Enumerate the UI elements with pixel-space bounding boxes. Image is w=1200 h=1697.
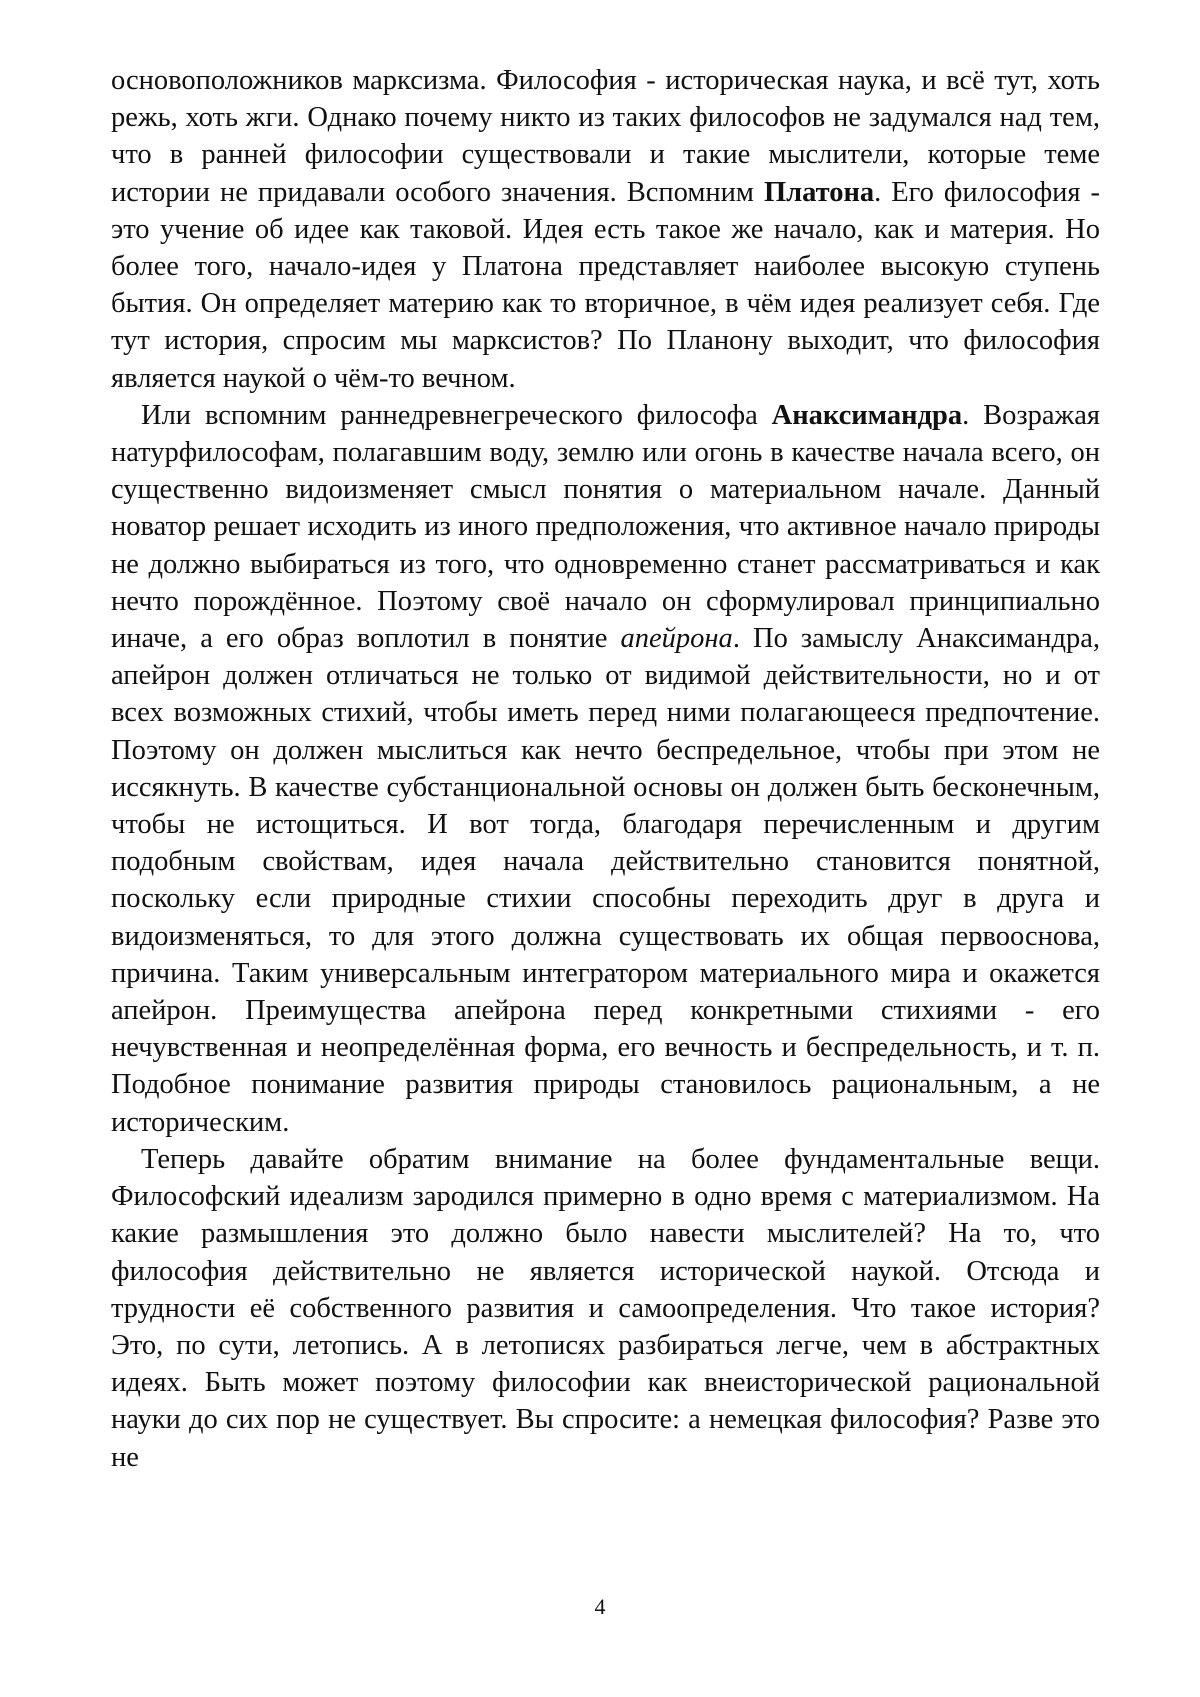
body-text <box>111 62 1100 1476</box>
p1-seg-2: . Его философия - это учение об идее как таковой. Идея есть такое же начало, как и материя. Но более того, начало-идея у Платона представляет наиболее высокую ступень бытия. Он определяет материю как то вторичное, в чём идея реализует себя. Где тут история, спросим мы марксистов? По Планону выходит, что философия является наукой о чём-то вечном. <box>111 176 1100 394</box>
p2-seg-4: . По замыслу Анаксимандра, апейрон должен отличаться не только от видимой действительности, но и от всех возможных стихий, чтобы иметь перед ними полагающееся предпочтение. Поэтому он должен мыслиться как нечто беспредельное, чтобы при этом не иссякнуть. В качестве субстанциональной основы он должен быть бесконечным, чтобы не истощиться. И вот тогда, благодаря перечисленным и другим подобным свойствам, идея начала действительно становится понятной, поскольку если природные стихии способны переходить друг в друга и видоизменяться, то для этого должна существовать их общая первооснова, причина. Таким универсальным интегратором материального мира и окажется апейрон. Преимущества апейрона перед конкретными стихиями - его нечувственная и неопределённая форма, его вечность и беспредельность, и т. п. Подобное понимание развития природы становилось рациональным, а не историческим. <box>111 623 1100 1138</box>
paragraph-1 <box>111 62 1100 397</box>
paragraph-2 <box>111 397 1100 1141</box>
p2-bold-anaximander: Анаксимандра <box>771 399 963 431</box>
page-number: 4 <box>594 1594 606 1619</box>
p2-seg-2: . Возражая натурфилософам, полагавшим воду, землю или огонь в качестве начала всего, он существенно видоизменяет смысл понятия о материальном начале. Данный новатор решает исходить из иного предположения, что активное начало природы не должно выбираться из того, что одновременно станет рассматриваться и как нечто порождённое. Поэтому своё начало он сформулировал принципиально иначе, а его образ воплотил в понятие <box>111 399 1100 655</box>
p3-seg-0: Теперь давайте обратим внимание на более фундаментальные вещи. Философский идеализм зародился примерно в одно время с материализмом. На какие размышления это должно было навести мыслителей? На то, что философия действительно не является исторической наукой. Отсюда и трудности её собственного развития и самоопределения. Что такое история? Это, по сути, летопись. А в летописях разбираться легче, чем в абстрактных идеях. Быть может поэтому философии как внеисторической рациональной науки до сих пор не существует. Вы спросите: а немецкая философия? Разве это не <box>111 1143 1100 1473</box>
p2-seg-0: Или вспомним раннедревнегреческого философа <box>141 399 772 431</box>
p1-bold-platon: Платона <box>763 176 875 208</box>
p1-seg-0: основоположников марксизма. Философия - историческая наука, и всё тут, хоть режь, хоть жги. Однако почему никто из таких философов не задумался над тем, что в ранней философии существовали и такие мыслители, которые теме истории не придавали особого значения. Вспомним <box>111 65 1100 208</box>
paragraph-3 <box>111 1141 1100 1476</box>
p2-italic-apeiron: апейрона <box>620 623 733 655</box>
